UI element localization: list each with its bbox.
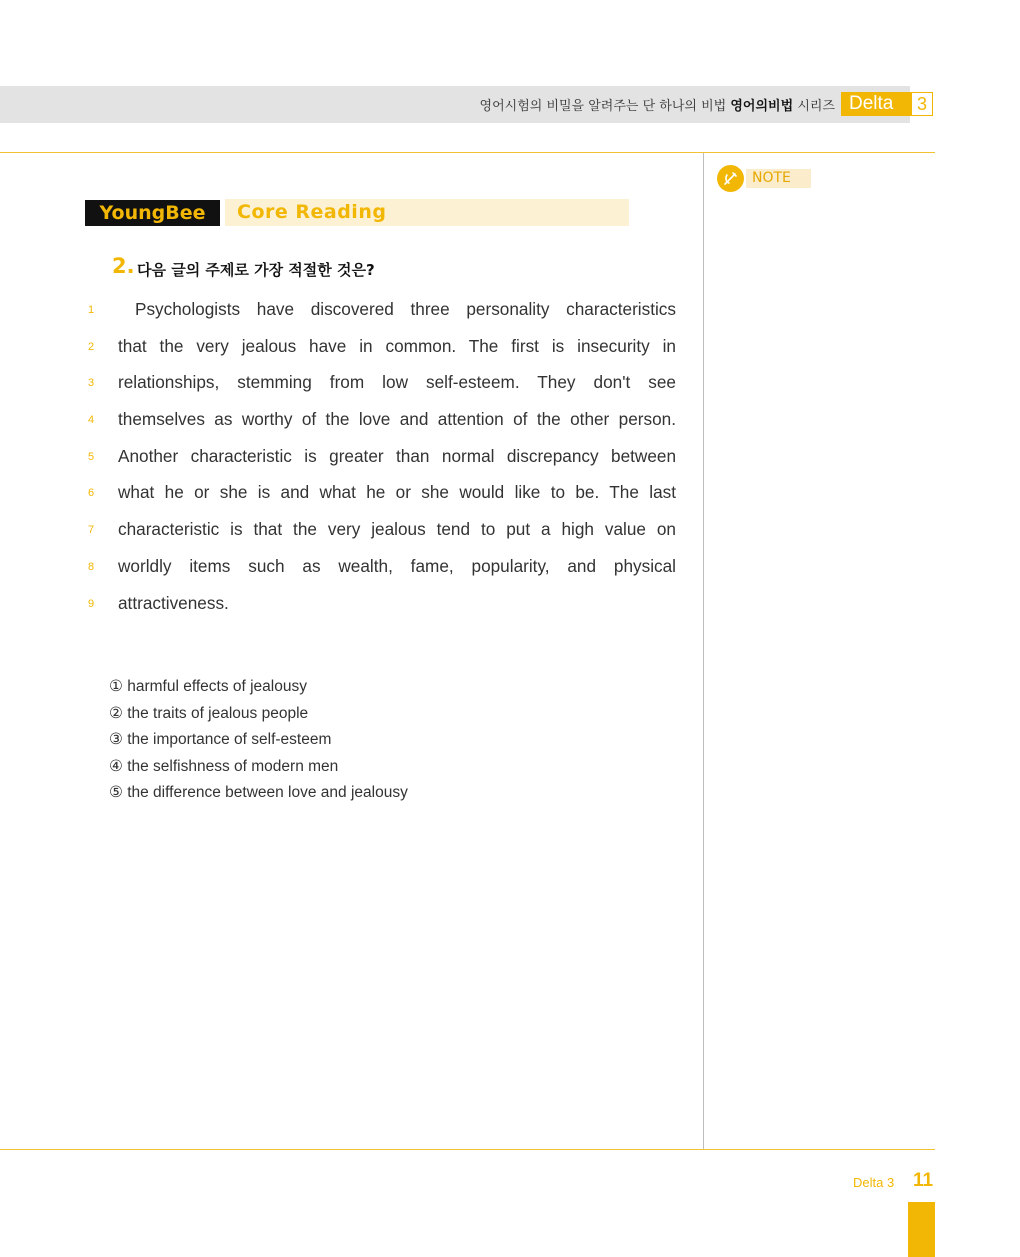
- option-4[interactable]: ④ the selfishness of modern men: [109, 757, 339, 775]
- youngbee-label: YoungBee: [85, 200, 220, 226]
- option-5[interactable]: ⑤ the difference between love and jealousy: [109, 784, 408, 802]
- series-suffix: 시리즈: [797, 99, 835, 114]
- option-2[interactable]: ② the traits of jealous people: [109, 704, 309, 722]
- line-text: Another characteristic is greater than normal discrepancy between: [118, 445, 676, 466]
- line-number: 6: [88, 487, 95, 500]
- line-number: 4: [88, 414, 95, 427]
- delta-number: 3: [911, 92, 933, 116]
- series-text: 영어시험의 비밀을 알려주는 단 하나의 비법: [479, 99, 727, 114]
- question-number: 2.: [112, 254, 135, 278]
- line-number: 8: [88, 560, 95, 573]
- reading-passage: [88, 291, 688, 621]
- delta-badge: Delta: [841, 92, 911, 116]
- passage-line: [88, 474, 688, 511]
- passage-line: [88, 401, 688, 438]
- line-number: 3: [88, 377, 95, 390]
- question-prompt: 다음 글의 주제로 가장 적절한 것은?: [137, 261, 375, 279]
- footer-tab: [908, 1202, 935, 1257]
- line-number: 5: [88, 450, 95, 463]
- passage-line: [88, 511, 688, 548]
- line-number: 7: [88, 524, 95, 537]
- line-number: 9: [88, 597, 95, 610]
- passage-line: [88, 364, 688, 401]
- core-reading-label: Core Reading: [225, 199, 629, 226]
- line-text: that the very jealous have in common. The first is insecurity in: [118, 335, 676, 356]
- footer-label: Delta 3: [853, 1175, 895, 1190]
- line-text: worldly items such as wealth, fame, popularity, and physical: [118, 555, 676, 576]
- option-3[interactable]: ③ the importance of self-esteem: [109, 731, 332, 749]
- note-icon: [717, 165, 744, 192]
- line-number: 2: [88, 340, 95, 353]
- answer-options: [109, 674, 408, 807]
- line-text: what he or she is and what he or she would like to be. The last: [118, 482, 676, 503]
- line-text: attractiveness.: [118, 592, 229, 613]
- line-text: themselves as worthy of the love and attention of the other person.: [118, 409, 676, 430]
- line-text: relationships, stemming from low self-esteem. They don't see: [118, 372, 676, 393]
- column-divider: [703, 153, 704, 1149]
- passage-line: [88, 291, 688, 328]
- note-label: NOTE: [746, 169, 811, 188]
- bottom-rule: [0, 1149, 935, 1150]
- option-1[interactable]: ① harmful effects of jealousy: [109, 678, 307, 695]
- line-text: Psychologists have discovered three personality characteristics: [135, 299, 676, 319]
- line-number: 1: [88, 304, 95, 316]
- top-rule: [0, 152, 935, 153]
- page-number: 11: [913, 1170, 934, 1191]
- passage-line: [88, 585, 688, 622]
- series-brand: 영어의비법: [730, 99, 794, 114]
- passage-line: [88, 328, 688, 365]
- series-title: [480, 95, 835, 114]
- line-text: characteristic is that the very jealous tend to put a high value on: [118, 519, 676, 540]
- passage-line: [88, 438, 688, 475]
- passage-line: [88, 548, 688, 585]
